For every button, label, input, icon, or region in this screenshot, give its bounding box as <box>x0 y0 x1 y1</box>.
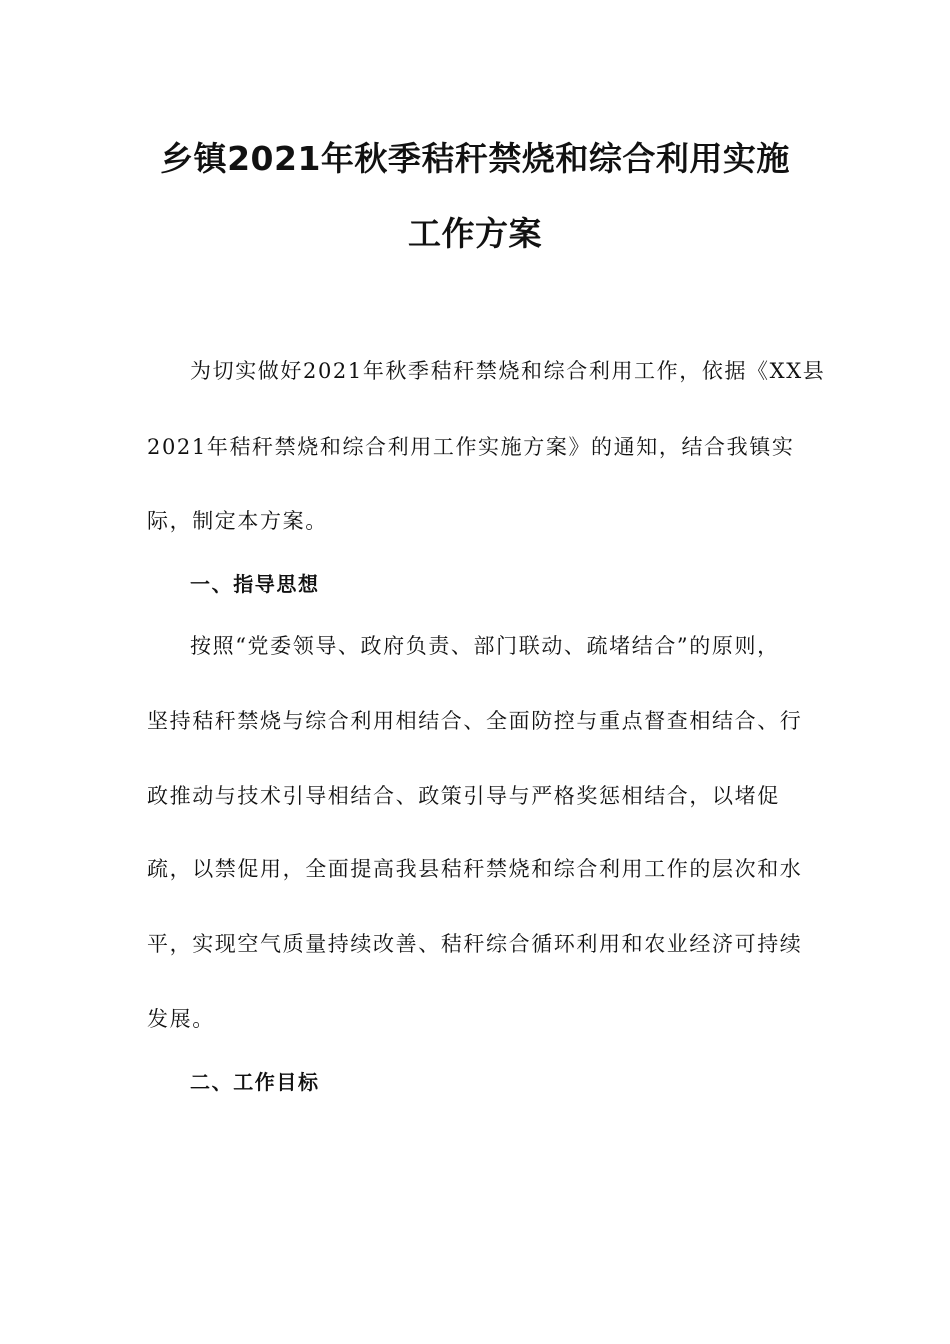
document-title-line-2: 工作方案 <box>408 214 542 253</box>
document-title-line-1: 乡镇2021年秋季秸秆禁烧和综合利用实施 <box>160 139 790 178</box>
section1-paragraph-line-1: 按照“党委领导、政府负责、部门联动、疏堵结合”的原则， <box>190 634 780 658</box>
section-heading-work-goals: 二、工作目标 <box>190 1070 320 1094</box>
section1-paragraph-line-2: 坚持秸秆禁烧与综合利用相结合、全面防控与重点督查相结合、行 <box>147 709 803 733</box>
intro-paragraph-line-1: 为切实做好2021年秋季秸秆禁烧和综合利用工作，依据《XX县 <box>190 359 826 383</box>
section1-paragraph-line-4: 疏，以禁促用，全面提高我县秸秆禁烧和综合利用工作的层次和水 <box>147 857 803 881</box>
intro-paragraph-line-3: 际，制定本方案。 <box>147 509 328 533</box>
intro-paragraph-line-2: 2021年秸秆禁烧和综合利用工作实施方案》的通知，结合我镇实 <box>147 435 795 459</box>
section1-paragraph-line-3: 政推动与技术引导相结合、政策引导与严格奖惩相结合，以堵促 <box>147 784 780 808</box>
section1-paragraph-line-5: 平，实现空气质量持续改善、秸秆综合循环利用和农业经济可持续 <box>147 932 803 956</box>
section-heading-guiding-ideology: 一、指导思想 <box>190 572 320 596</box>
section1-paragraph-line-6: 发展。 <box>147 1007 215 1031</box>
